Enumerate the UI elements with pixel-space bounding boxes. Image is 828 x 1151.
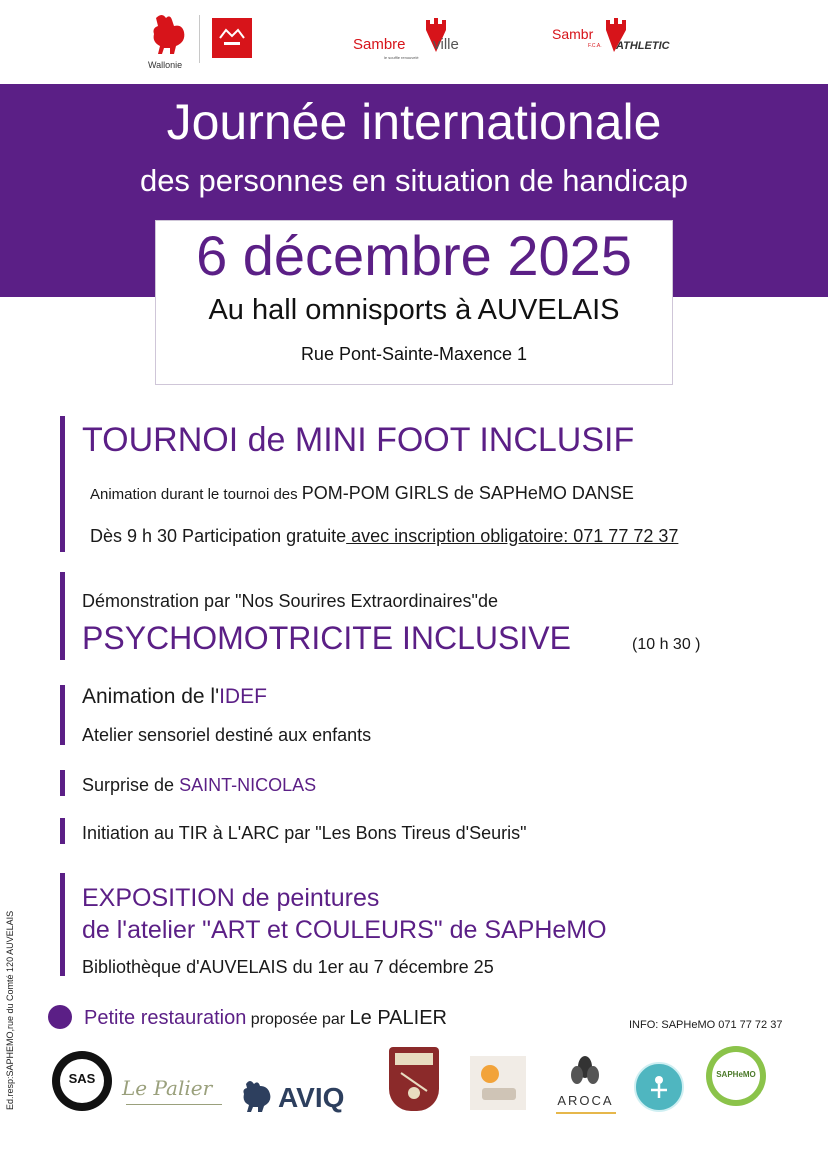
sambreville-tagline: le souffle renouvelé: [384, 55, 419, 60]
section-bar: [60, 770, 65, 796]
expo-title: EXPOSITION de peintures: [82, 884, 380, 912]
expo-subtitle: de l'atelier "ART et COULEURS" de SAPHeMO: [82, 916, 607, 944]
food-name: Petite restauration: [84, 1007, 247, 1029]
info-contact: INFO: SAPHeMO 071 77 72 37: [629, 1019, 783, 1031]
crest-icon: [389, 1047, 439, 1111]
section-bar: [60, 818, 65, 844]
food-provider: Le PALIER: [349, 1007, 447, 1029]
tournament-title: TOURNOI de MINI FOOT INCLUSIF: [82, 421, 635, 459]
palier-label: Le Palier: [122, 1076, 213, 1100]
teal-logo: [634, 1062, 684, 1112]
sas-logo: [52, 1051, 112, 1111]
athletic-fca: F.C.A.: [588, 43, 602, 49]
event-subtitle: des personnes en situation de handicap: [139, 163, 689, 198]
idef-description: Atelier sensoriel destiné aux enfants: [82, 725, 372, 745]
leaf-icon: [568, 1055, 602, 1089]
demo-title: PSYCHOMOTRICITE INCLUSIVE: [82, 620, 571, 656]
sun-logo: [470, 1056, 526, 1110]
wallonie-label: Wallonie: [148, 60, 183, 70]
palier-logo: [118, 1066, 228, 1110]
section-bar: [60, 685, 65, 745]
demo-intro: Démonstration par "Nos Sourires Extraordinaires"de: [82, 591, 498, 611]
idef-heading: [82, 684, 267, 710]
section-bar: [60, 416, 65, 552]
federation-logo: [212, 18, 252, 58]
rooster-icon: [240, 1078, 274, 1114]
figure-icon: [636, 1064, 682, 1110]
aviq-logo: [240, 1078, 365, 1118]
demo-time: (10 h 30 ): [632, 636, 701, 653]
archery-line: Initiation au TIR à L'ARC par "Les Bons Tireus d'Seuris": [82, 823, 527, 843]
athletic-prefix: Sambr: [552, 26, 594, 42]
sambreville-suffix: ville: [433, 36, 459, 53]
aroca-label: AROCA: [557, 1093, 614, 1108]
divider: [199, 15, 200, 63]
event-date: 6 décembre 2025: [196, 224, 632, 287]
publisher-line: Ed.resp:SAPHEMO,rue du Comté 120 AUVELAIS: [5, 910, 15, 1110]
food-middle: proposée par: [246, 1011, 350, 1028]
nicolas-line: [82, 773, 316, 797]
athletic-logo: [550, 14, 675, 64]
nicolas-name: SAINT-NICOLAS: [179, 775, 317, 795]
sas-label: SAS: [68, 1071, 96, 1086]
schedule-time: Dès 9 h 30 Participation gratuite: [90, 526, 347, 546]
idef-prefix: Animation de l': [82, 685, 220, 708]
athletic-label: ATHLETIC: [616, 40, 670, 52]
rooster-icon: [148, 12, 188, 58]
emblem-icon: [212, 18, 252, 58]
saphemo-label: SAPHeMO: [716, 1070, 756, 1079]
animation-prefix: Animation durant le tournoi des: [90, 486, 302, 503]
aroca-logo: [548, 1055, 623, 1115]
tournament-animation: [90, 482, 634, 506]
sun-icon: [470, 1056, 526, 1110]
bullet-dot: [48, 1005, 72, 1029]
nicolas-prefix: Surprise de: [82, 775, 180, 795]
sambreville-logo: [350, 14, 470, 64]
tournament-schedule: [90, 524, 678, 548]
wallonie-logo: [142, 12, 192, 72]
sambreville-label: Sambre: [353, 36, 406, 53]
event-title: Journée internationale: [166, 94, 662, 150]
animation-name: POM-POM GIRLS de SAPHeMO DANSE: [301, 483, 634, 503]
aviq-label: AVIQ: [278, 1082, 345, 1113]
registration-info: avec inscription obligatoire: 071 77 72 37: [346, 526, 679, 546]
event-address: Rue Pont-Sainte-Maxence 1: [300, 344, 528, 364]
event-venue: Au hall omnisports à AUVELAIS: [208, 294, 620, 326]
expo-location: Bibliothèque d'AUVELAIS du 1er au 7 décembre 25: [82, 957, 494, 977]
food-line: [84, 1005, 447, 1033]
section-bar: [60, 873, 65, 976]
idef-name: IDEF: [219, 685, 267, 708]
section-bar: [60, 572, 65, 660]
tireus-logo: [389, 1047, 439, 1111]
saphemo-logo: [706, 1046, 766, 1106]
